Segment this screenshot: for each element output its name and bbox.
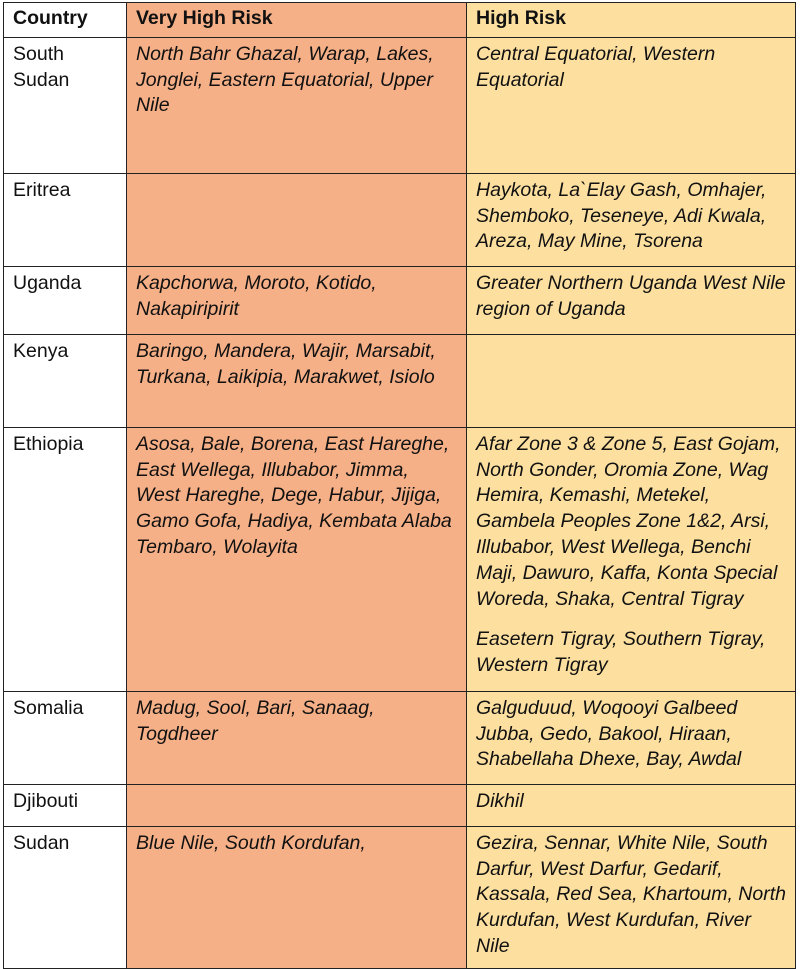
very-high-risk-cell: North Bahr Ghazal, Warap, Lakes, Jonglei, Eastern Equatorial, Upper Nile	[127, 37, 467, 173]
very-high-risk-cell	[127, 784, 467, 826]
risk-table	[3, 2, 796, 969]
country-cell: Somalia	[4, 691, 127, 784]
very-high-risk-cell: Asosa, Bale, Borena, East Hareghe, East Wellega, Illubabor, Jimma, West Hareghe, Dege, Habur, Jijiga, Gamo Gofa, Hadiya, Kembata Alaba Tembaro, Wolayita	[127, 427, 467, 691]
country-cell: South Sudan	[4, 37, 127, 173]
high-risk-text: Gezira, Sennar, White Nile, South Darfur, West Darfur, Gedarif, Kassala, Red Sea, Khartoum, North Kurdufan, West Kurdufan, River Nile	[476, 831, 786, 957]
high-risk-cell	[467, 173, 796, 266]
very-high-risk-cell: Blue Nile, South Kordufan,	[127, 826, 467, 968]
very-high-risk-cell: Madug, Sool, Bari, Sanaag, Togdheer	[127, 691, 467, 784]
high-risk-cell	[467, 427, 796, 691]
header-very-high-risk: Very High Risk	[127, 3, 467, 38]
table-row	[4, 266, 796, 334]
header-country: Country	[4, 3, 127, 38]
country-cell: Ethiopia	[4, 427, 127, 691]
country-cell: Eritrea	[4, 173, 127, 266]
header-row	[4, 3, 796, 38]
country-cell: Uganda	[4, 266, 127, 334]
high-risk-cell	[467, 691, 796, 784]
header-high-risk: High Risk	[467, 3, 796, 38]
country-cell: Sudan	[4, 826, 127, 968]
very-high-risk-cell	[127, 173, 467, 266]
table-row	[4, 691, 796, 784]
high-risk-text: Dikhil	[476, 789, 524, 812]
table-row	[4, 173, 796, 266]
high-risk-text: Afar Zone 3 & Zone 5, East Gojam, North Gonder, Oromia Zone, Wag Hemira, Kemashi, Metekel, Gambela Peoples Zone 1&2, Arsi, Illubabor, West Wellega, Benchi Maji, Dawuro, Kaffa, Konta Special Woreda, Shaka, Central Tigray	[476, 432, 781, 610]
high-risk-cell	[467, 266, 796, 334]
table-row	[4, 37, 796, 173]
very-high-risk-cell: Kapchorwa, Moroto, Kotido, Nakapiripirit	[127, 266, 467, 334]
country-cell: Kenya	[4, 334, 127, 427]
table-row	[4, 427, 796, 691]
table-row	[4, 334, 796, 427]
high-risk-text: Greater Northern Uganda West Nile region of Uganda	[476, 271, 786, 320]
high-risk-text: Haykota, La`Elay Gash, Omhajer, Shemboko, Teseneye, Adi Kwala, Areza, May Mine, Tsorena	[476, 178, 767, 253]
high-risk-cell	[467, 37, 796, 173]
table-row	[4, 784, 796, 826]
table-row	[4, 826, 796, 968]
high-risk-cell	[467, 334, 796, 427]
high-risk-cell	[467, 826, 796, 968]
country-cell: Djibouti	[4, 784, 127, 826]
high-risk-text: Easetern Tigray, Southern Tigray, Western Tigray	[476, 628, 766, 677]
high-risk-cell	[467, 784, 796, 826]
high-risk-text: Galguduud, Woqooyi Galbeed Jubba, Gedo, Bakool, Hiraan, Shabellaha Dhexe, Bay, Awdal	[476, 696, 742, 771]
very-high-risk-cell: Baringo, Mandera, Wajir, Marsabit, Turkana, Laikipia, Marakwet, Isiolo	[127, 334, 467, 427]
high-risk-text: Central Equatorial, Western Equatorial	[476, 42, 716, 91]
